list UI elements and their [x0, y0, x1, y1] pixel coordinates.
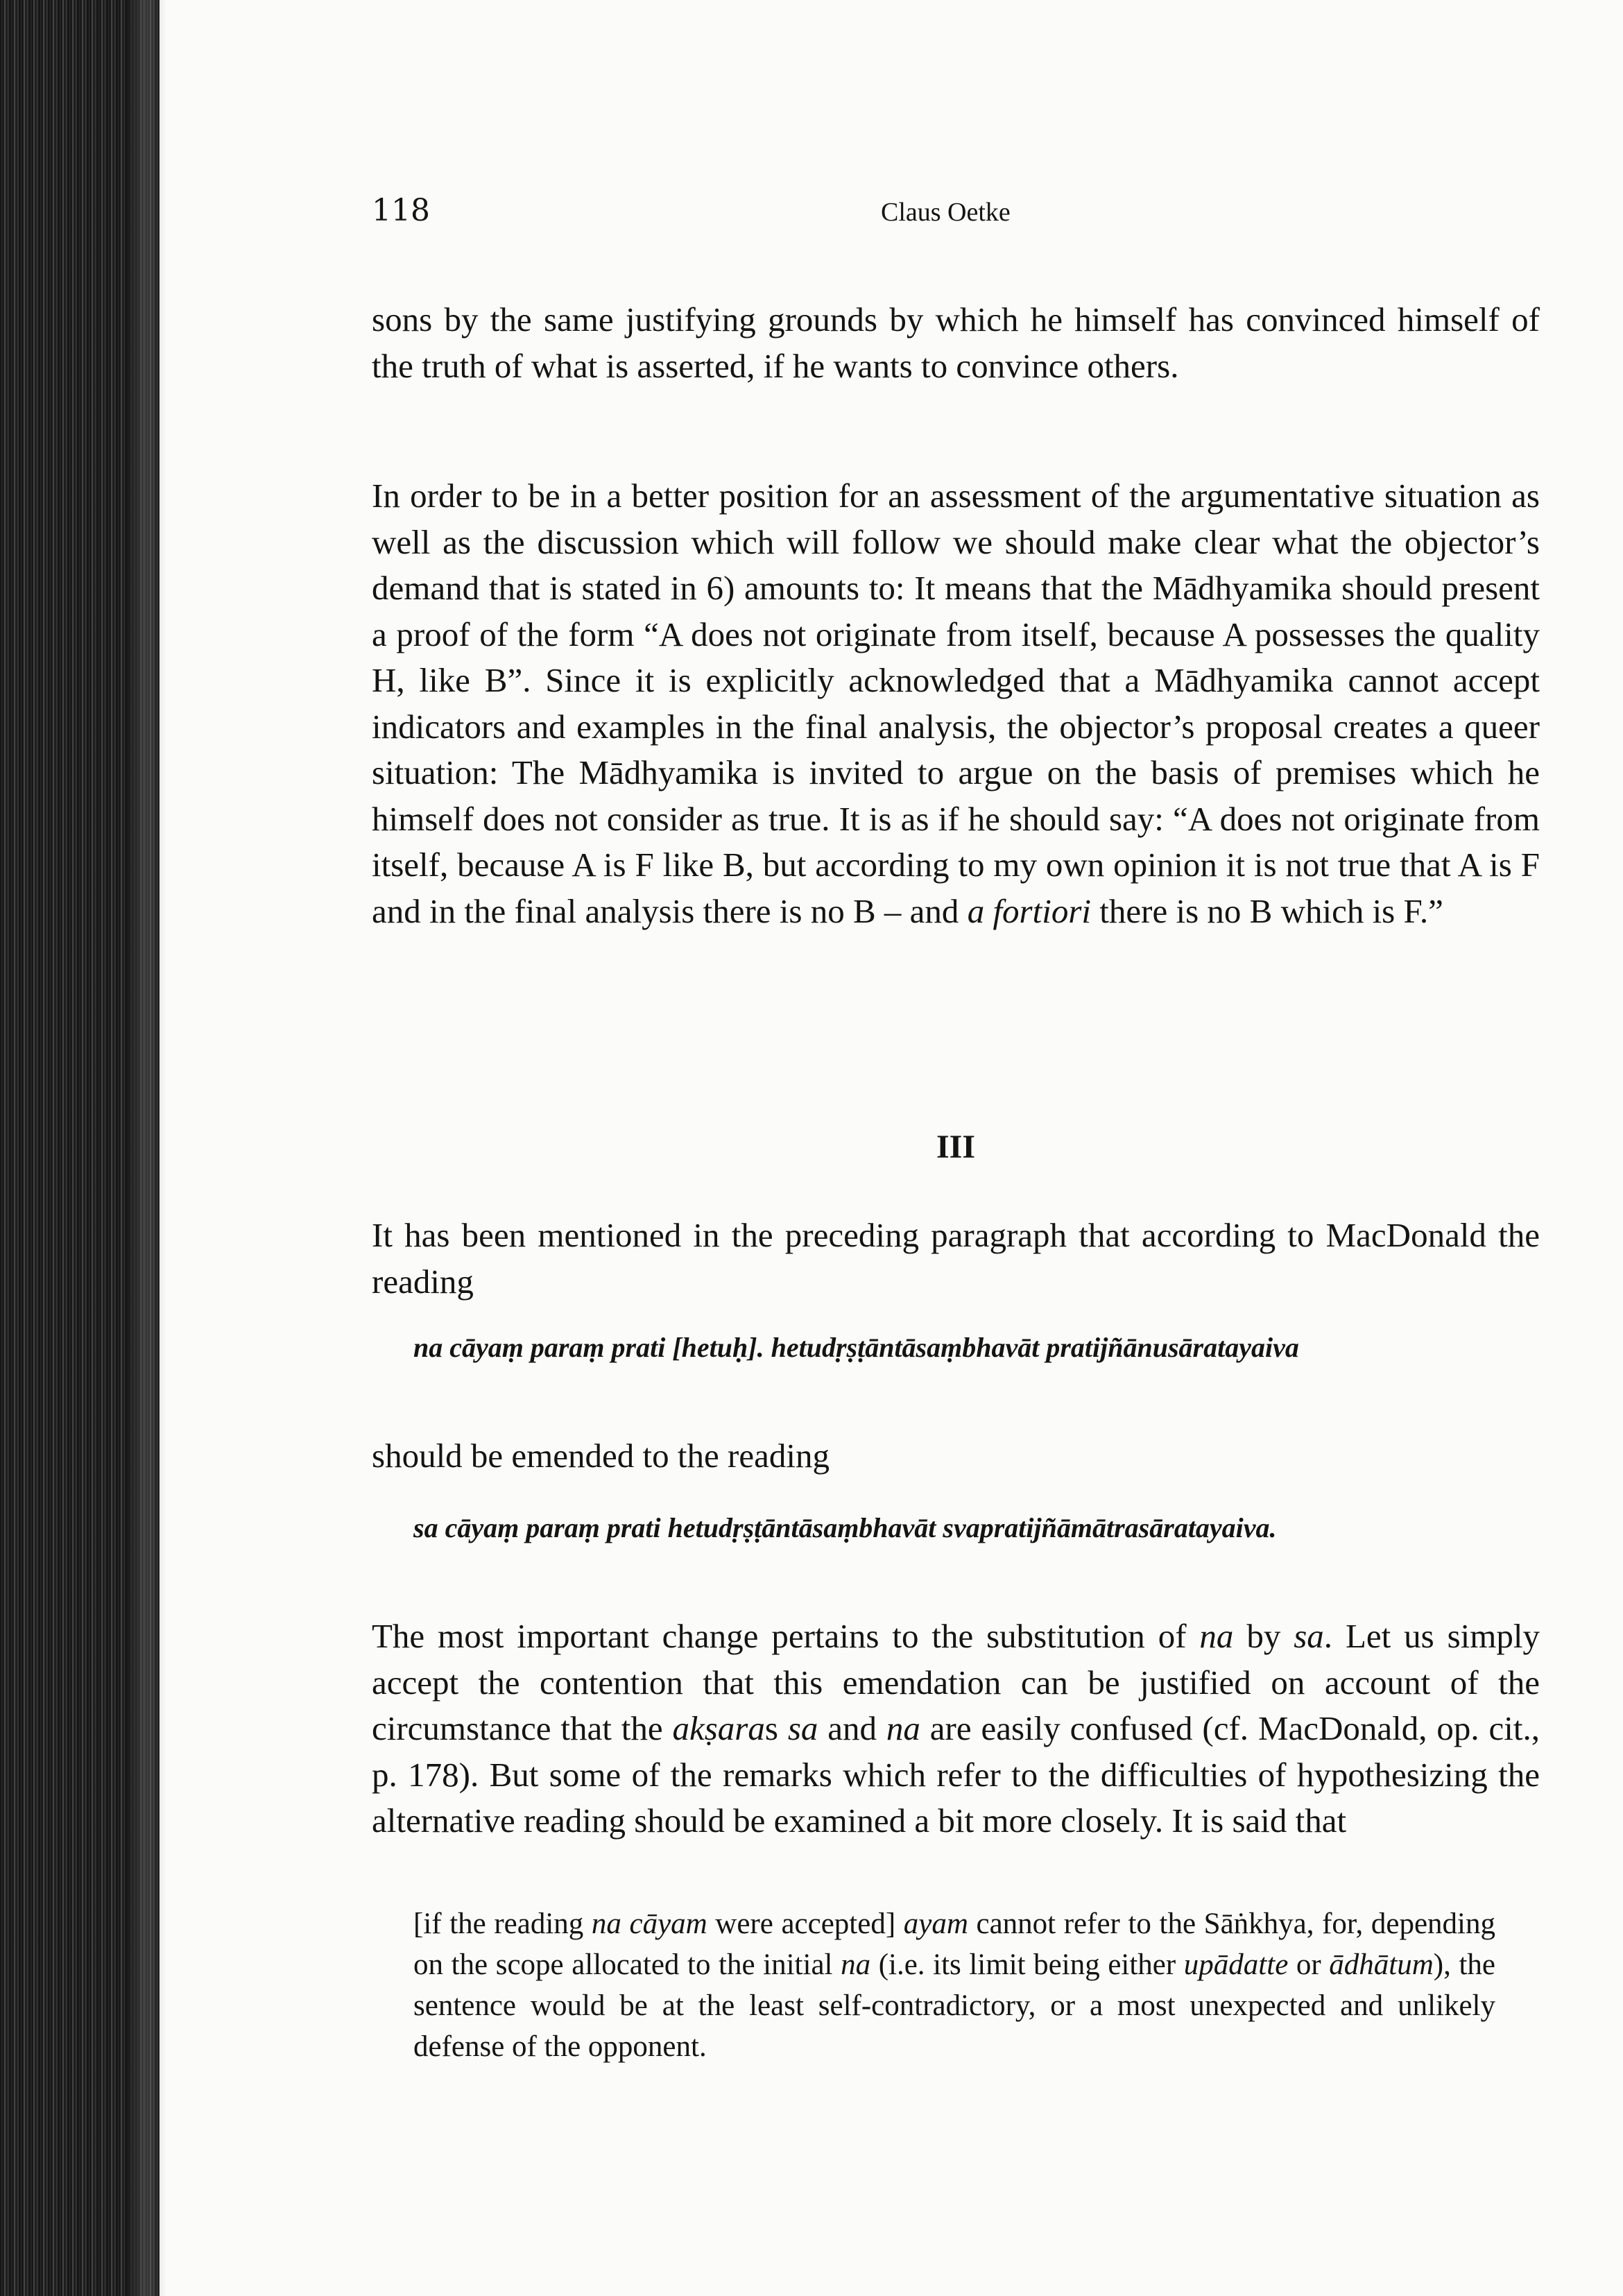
- p4-italic-sa2: sa: [787, 1709, 818, 1747]
- p4-text-b: by: [1233, 1617, 1294, 1655]
- p4-italic-aksara: akṣara: [672, 1709, 765, 1747]
- p4-text-d: s: [764, 1709, 788, 1747]
- bq-italic-na: na: [841, 1948, 871, 1981]
- bq-italic-ayam: ayam: [903, 1908, 968, 1940]
- page-header: [372, 193, 1540, 232]
- section-heading: III: [936, 1129, 976, 1165]
- paragraph-3: It has been mentioned in the preceding paragraph that according to MacDonald the reading: [372, 1216, 1540, 1301]
- paragraph-2-end: there is no B which is F.”: [1091, 891, 1443, 930]
- bq-text-f: ), the sentence would be at the least self-contradictory, or a most unexpected and unlikely defense of the opponent.: [413, 1948, 1495, 2063]
- bq-italic-adhatum: ādhātum: [1329, 1948, 1434, 1981]
- p4-text-f: are easily confused (cf. MacDonald, op. cit., p. 178). But some of the remarks which refer to the difficulties of hypothesizing the alternative reading should be examined a bit more closely. It is said that: [372, 1709, 1540, 1840]
- bq-text-d: (i.e. its limit being either: [870, 1948, 1184, 1981]
- bq-italic-nacayam: na cāyam: [591, 1908, 707, 1940]
- p4-text-c: . Let us simply accept the contention that this emendation can be justified on account of the circumstance that the: [372, 1617, 1540, 1747]
- bq-text-a: [if the reading: [413, 1908, 592, 1940]
- paragraph-2: [372, 473, 1540, 934]
- p4-text-a: The most important change pertains to the substitution of: [372, 1617, 1200, 1655]
- paragraph-2-italic: a fortiori: [967, 891, 1092, 930]
- bq-italic-upadatte: upādatte: [1183, 1948, 1289, 1981]
- sanskrit-quote-1: na cāyaṃ paraṃ prati [hetuḥ]. hetudṛṣṭāntāsaṃbhavāt pratijñānusāratayaiva: [413, 1332, 1299, 1363]
- paragraph-1: sons by the same justifying grounds by which he himself has convinced himself of the truth of what is asserted, if he wants to convince others.: [372, 300, 1540, 385]
- p4-italic-na: na: [1199, 1617, 1234, 1655]
- paragraph-4: [372, 1613, 1540, 1844]
- p4-italic-sa: sa: [1294, 1617, 1324, 1655]
- bq-text-e: or: [1288, 1948, 1330, 1981]
- paragraph-2-text: In order to be in a better position for an assessment of the argumentative situation as well as the discussion which will follow we should make clear what the objector’s demand that is stated in 6) amounts to: It means that the Mādhyamika should present a proof of the form “A does not originate from itself, because A possesses the quality H, like B”. Since it is explicitly acknowledged that a Mādhyamika cannot accept indicators and examples in the final analysis, the objector’s proposal creates a queer situation: The Mādhyamika is invited to argue on the basis of premises which he himself does not consider as true. It is as if he should say: “A does not originate from itself, because A is F like B, but according to my own opinion it is not true that A is F and in the final analysis there is no B – and: [372, 477, 1540, 930]
- page-number: 118: [372, 193, 430, 228]
- book-spine-shadow: [0, 0, 160, 2296]
- p4-text-e: and: [818, 1709, 886, 1747]
- running-head: Claus Oetke: [881, 198, 1011, 227]
- p4-italic-na2: na: [886, 1709, 920, 1747]
- bq-text-c: cannot refer to the Sāṅkhya, for, depending on the scope allocated to the initial: [413, 1908, 1495, 1981]
- paragraph-emend: should be emended to the reading: [372, 1437, 830, 1475]
- sanskrit-quote-2: sa cāyaṃ paraṃ prati hetudṛṣṭāntāsaṃbhavāt svapratijñāmātrasāratayaiva.: [413, 1512, 1277, 1543]
- block-quote: [413, 1903, 1495, 2067]
- bq-text-b: were accepted]: [707, 1908, 904, 1940]
